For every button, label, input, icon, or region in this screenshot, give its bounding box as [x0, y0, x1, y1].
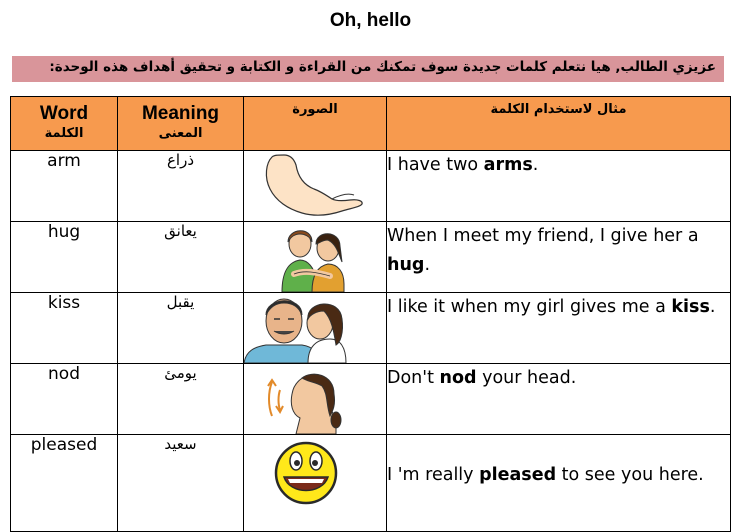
example-text-end: your head.	[476, 368, 577, 388]
example-keyword: arms	[483, 155, 533, 175]
header-word-en: Word	[39, 103, 89, 124]
example-text-end: .	[424, 255, 431, 275]
picture-cell	[244, 293, 387, 364]
instruction-banner	[12, 56, 724, 82]
example-keyword: pleased	[479, 465, 557, 485]
example-keyword: hug	[387, 255, 425, 275]
header-picture	[244, 97, 387, 151]
arm-icon	[244, 151, 387, 221]
picture-cell	[244, 364, 387, 435]
example-text-end: .	[532, 155, 539, 175]
example-text: Don't	[387, 368, 440, 388]
table-row	[11, 222, 731, 293]
vocabulary-table	[10, 96, 731, 532]
header-meaning-ar: المعنى	[158, 126, 203, 141]
word-cell: pleased	[11, 435, 118, 532]
example-keyword: kiss	[671, 297, 710, 317]
table-header-row	[11, 97, 731, 151]
example-keyword: nod	[439, 368, 477, 388]
instruction-text: عزيزي الطالب, هيا نتعلم كلمات جديدة سوف تمكنك من القراءة و الكتابة و تحقيق أهداف هذه الوحدة:	[49, 59, 716, 75]
meaning-cell: يقبل	[118, 293, 244, 364]
word-cell: kiss	[11, 293, 118, 364]
table-row	[11, 151, 731, 222]
kiss-icon	[244, 293, 387, 363]
word-cell: arm	[11, 151, 118, 222]
example-text-end: to see you here.	[556, 465, 704, 485]
example-text-end: .	[709, 297, 716, 317]
example-text: I have two	[387, 155, 484, 175]
example-text: I like it when my girl gives me a	[387, 297, 672, 317]
example-text: I 'm really	[387, 465, 480, 485]
word-cell: hug	[11, 222, 118, 293]
header-meaning-en: Meaning	[141, 103, 220, 124]
example-cell	[387, 364, 731, 435]
word-cell: nod	[11, 364, 118, 435]
picture-cell	[244, 222, 387, 293]
example-cell	[387, 435, 731, 532]
table-row	[11, 435, 731, 532]
header-word-ar: الكلمة	[44, 126, 84, 141]
example-cell	[387, 222, 731, 293]
table-row	[11, 293, 731, 364]
header-example	[387, 97, 731, 151]
meaning-cell: سعيد	[118, 435, 244, 532]
header-word	[11, 97, 118, 151]
hug-icon	[244, 222, 387, 292]
nod-icon	[244, 364, 387, 434]
example-cell	[387, 293, 731, 364]
example-cell	[387, 151, 731, 222]
meaning-cell: يعانق	[118, 222, 244, 293]
picture-cell	[244, 151, 387, 222]
header-meaning	[118, 97, 244, 151]
smiley-icon	[244, 435, 387, 505]
meaning-cell: يومئ	[118, 364, 244, 435]
header-example-ar: مثال لاستخدام الكلمة	[490, 102, 627, 117]
table-row	[11, 364, 731, 435]
meaning-cell: ذراع	[118, 151, 244, 222]
page-title: Oh, hello	[329, 10, 412, 31]
example-text: When I meet my friend, I give her a	[387, 226, 699, 246]
header-picture-ar: الصورة	[292, 102, 338, 117]
picture-cell	[244, 435, 387, 532]
